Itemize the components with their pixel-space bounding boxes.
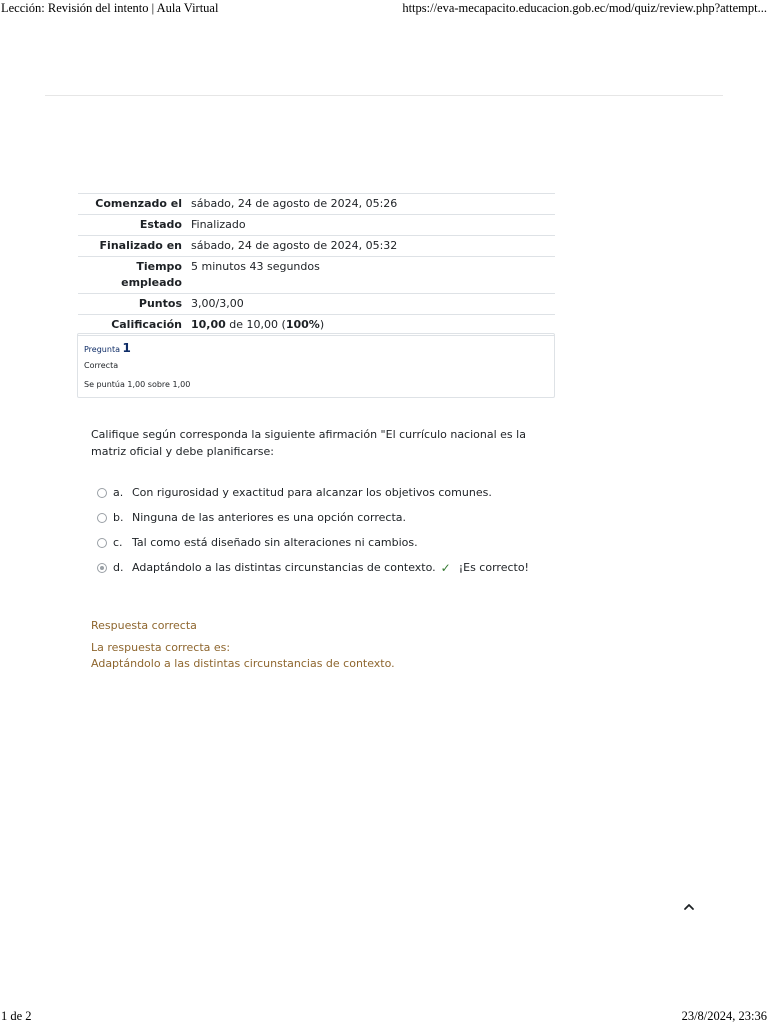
summary-row-marks: [78, 294, 555, 315]
answer-letter: a.: [113, 486, 124, 499]
print-footer: [0, 1009, 768, 1027]
answer-option-d[interactable]: [97, 555, 529, 580]
grade-close: ): [319, 318, 325, 331]
chevron-up-icon: [683, 901, 695, 913]
summary-value: 5 minutos 43 segundos: [191, 260, 320, 273]
summary-value: sábado, 24 de agosto de 2024, 05:26: [191, 197, 398, 210]
summary-label: Puntos: [138, 297, 182, 310]
print-page-number: 1 de 2: [1, 1009, 32, 1023]
answer-text: Ninguna de las anteriores es una opción correcta.: [132, 511, 407, 524]
question-grade: Se puntúa 1,00 sobre 1,00: [84, 380, 191, 389]
summary-row-state: [78, 215, 555, 236]
radio-button-selected[interactable]: [97, 563, 107, 573]
print-page-title: Lección: Revisión del intento | Aula Virtual: [1, 1, 219, 15]
answer-option-a[interactable]: [97, 480, 529, 505]
answer-letter: b.: [113, 511, 124, 524]
right-answer: Adaptándolo a las distintas circunstancias de contexto.: [91, 657, 395, 670]
summary-value: sábado, 24 de agosto de 2024, 05:32: [191, 239, 398, 252]
print-page-url: https://eva-mecapacito.educacion.gob.ec/mod/quiz/review.php?attempt...: [402, 1, 767, 15]
question-label: Pregunta: [84, 345, 120, 354]
question-outcome: [91, 618, 531, 672]
header-divider: [45, 95, 723, 96]
answer-option-b[interactable]: [97, 505, 529, 530]
check-icon: ✓: [440, 560, 451, 575]
grade-percent: 100%: [285, 318, 320, 331]
answer-feedback: ¡Es correcto!: [458, 561, 529, 574]
radio-button[interactable]: [97, 488, 107, 498]
grade-of: de 10,00 (: [225, 318, 286, 331]
summary-value: 3,00/3,00: [191, 297, 244, 310]
question-number-value: 1: [122, 341, 131, 355]
grade-score: 10,00: [191, 318, 226, 331]
print-header: [0, 1, 768, 19]
summary-value: Finalizado: [191, 218, 246, 231]
summary-row-completed: [78, 236, 555, 257]
question-number: [84, 341, 131, 355]
summary-row-time-taken: [78, 257, 555, 294]
question-text: Califique según corresponda la siguiente afirmación "El currículo nacional es la matriz oficial y debe planificarse:: [91, 428, 526, 458]
answer-letter: d.: [113, 561, 124, 574]
question-state: Correcta: [84, 361, 119, 370]
outcome-result: Respuesta correcta: [91, 619, 197, 632]
summary-label: Comenzado el: [95, 197, 182, 210]
answer-option-c[interactable]: [97, 530, 529, 555]
answer-text: Con rigurosidad y exactitud para alcanzar los objetivos comunes.: [132, 486, 492, 499]
radio-button[interactable]: [97, 513, 107, 523]
summary-label: Calificación: [111, 318, 182, 331]
question-info-box: [77, 333, 555, 398]
summary-label: Finalizado en: [99, 239, 182, 252]
answer-text: Tal como está diseñado sin alteraciones ni cambios.: [132, 536, 418, 549]
answer-text: Adaptándolo a las distintas circunstancias de contexto.: [132, 561, 436, 574]
summary-row-started: [78, 194, 555, 215]
back-to-top-button[interactable]: [680, 898, 698, 916]
answer-list: [97, 480, 529, 580]
radio-button[interactable]: [97, 538, 107, 548]
summary-label: Estado: [139, 218, 182, 231]
summary-label: Tiempo empleado: [121, 260, 182, 289]
answer-letter: c.: [113, 536, 123, 549]
print-datetime: 23/8/2024, 23:36: [681, 1009, 767, 1023]
right-answer-label: La respuesta correcta es:: [91, 641, 231, 654]
attempt-summary-table: [78, 193, 555, 336]
